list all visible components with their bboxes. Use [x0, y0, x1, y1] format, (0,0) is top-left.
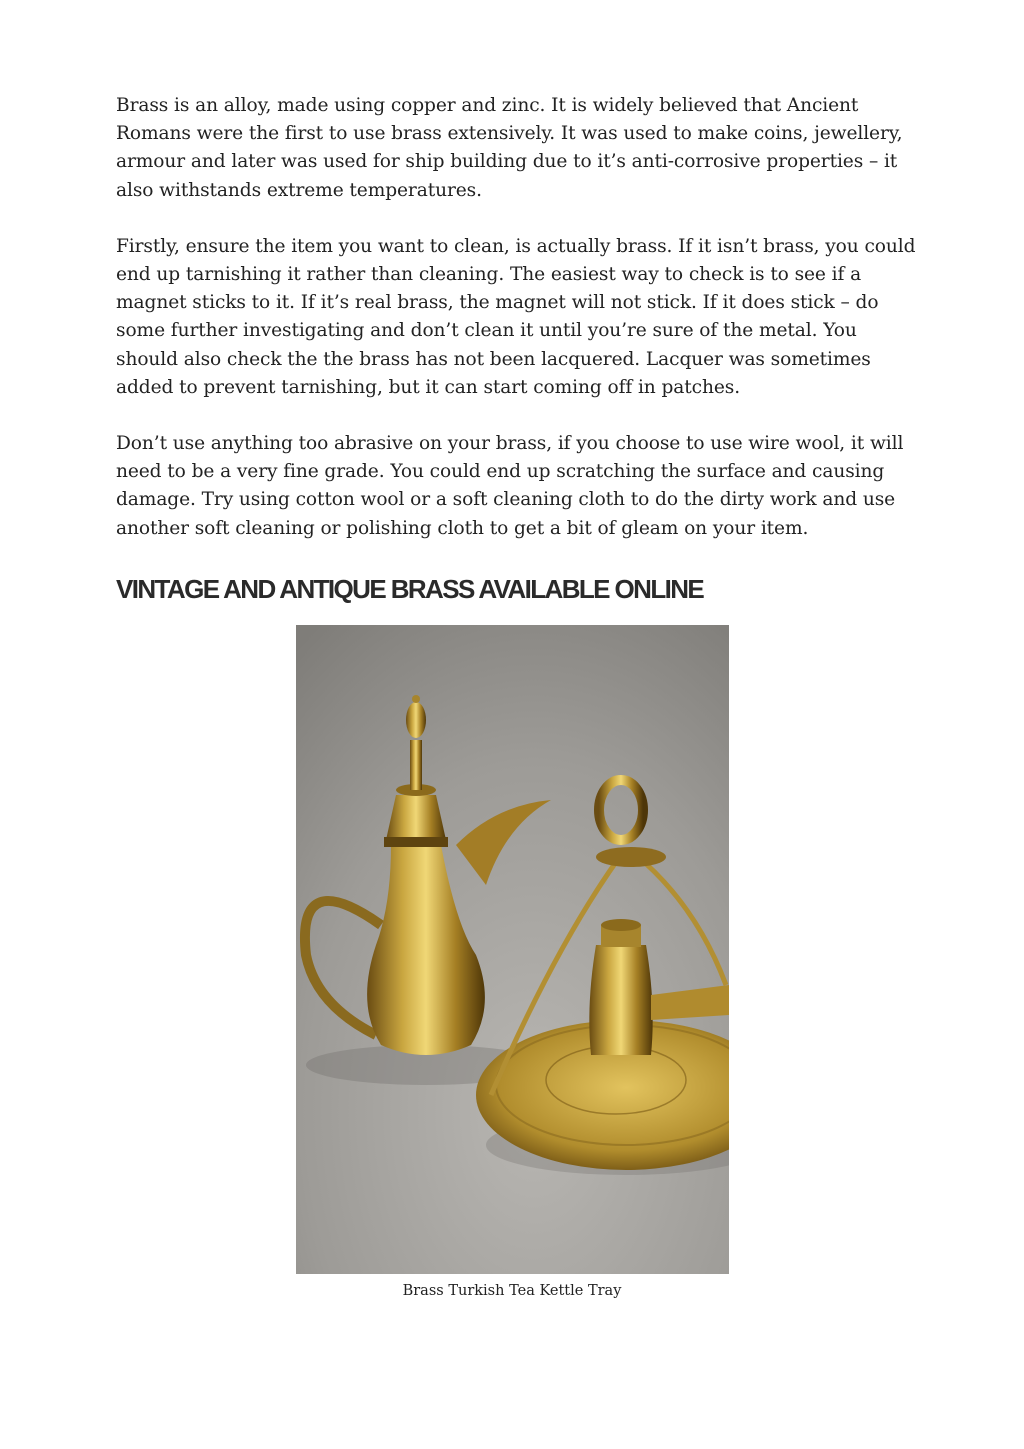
- section-heading: VINTAGE AND ANTIQUE BRASS AVAILABLE ONLINE: [116, 573, 704, 604]
- brass-teapot-photo: [296, 625, 729, 1274]
- paragraph-cleaning-tips: Don’t use anything too abrasive on your brass, if you choose to use wire wool, it will need to be a very fine grade. You could end up scratching the surface and causing damage. Try using cotton wool or a soft cleaning cloth to do the dirty work and use another soft cleaning or polishing cloth to get a bit of gleam on your item.: [116, 433, 904, 539]
- paragraph-check-brass: Firstly, ensure the item you want to clean, is actually brass. If it isn’t brass, you could end up tarnishing it rather than cleaning. The easiest way to check is to see if a magnet sticks to it. If it’s real brass, the magnet will not stick. If it does stick – do some further investigating and don’t clean it until you’re sure of the metal. You should also check the the brass has not been lacquered. Lacquer was sometimes added to prevent tarnishing, but it can start coming off in patches.: [116, 235, 916, 398]
- article-body: [116, 92, 916, 607]
- photo-caption: Brass Turkish Tea Kettle Tray: [402, 1283, 622, 1299]
- paragraph-intro: Brass is an alloy, made using copper and zinc. It is widely believed that Ancient Romans were the first to use brass extensively. It was used to make coins, jewellery, armour and later was used for ship building due to it’s anti-corrosive properties – it also withstands extreme temperatures.: [116, 95, 903, 201]
